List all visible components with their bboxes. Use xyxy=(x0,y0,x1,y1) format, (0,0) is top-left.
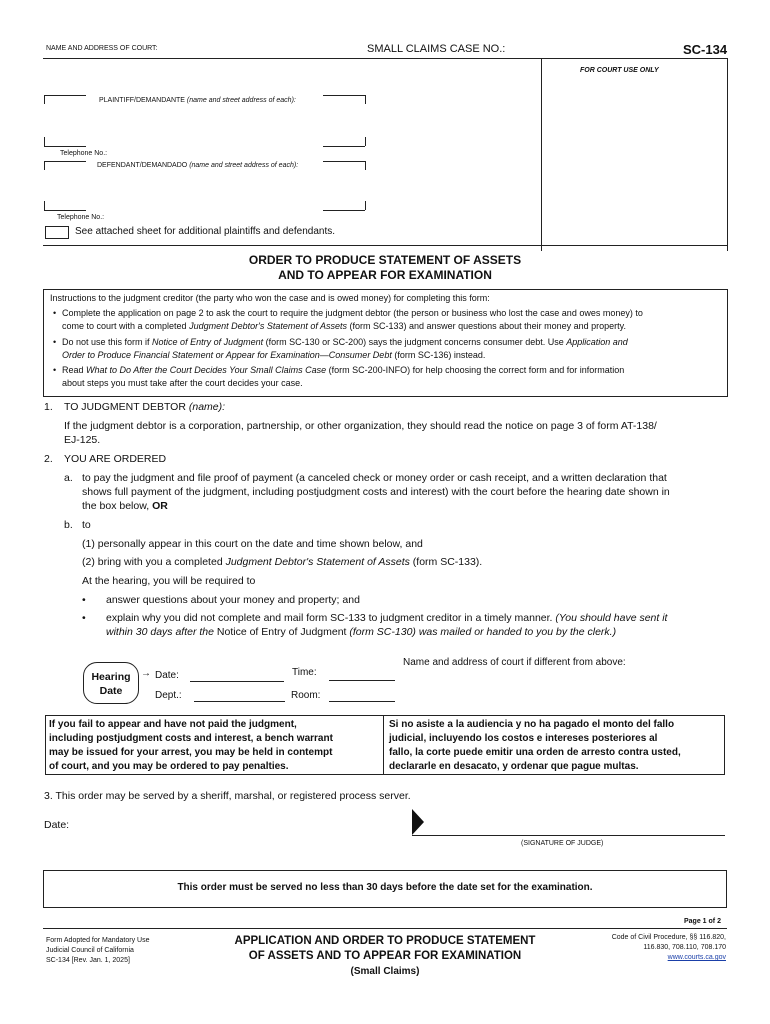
arrow-icon: → xyxy=(141,668,151,679)
option-a-letter: a. xyxy=(64,472,73,484)
hearing-date-field[interactable] xyxy=(190,667,284,681)
signature-date-field[interactable] xyxy=(80,815,340,831)
option-a-text: to pay the judgment and file proof of payment (a canceled check or money order or cash receipt, and a written declaration that shows full payment of the judgment, including postjudgment costs and interest) with the court before the hearing date shown in the box below, OR xyxy=(82,472,670,512)
plaintiff-bracket-right xyxy=(365,95,366,104)
defendant-bracket-br xyxy=(365,201,366,210)
attached-sheet-label: See attached sheet for additional plaintiffs and defendants. xyxy=(75,226,336,237)
instruction-bullet-1: • Complete the application on page 2 to ask the court to require the judgment debtor (the person or business who lost the case and owes money) to come to court with a completed Judgment Debtor's Statement of Assets (form SC-133) and answer questions about their money and property. xyxy=(53,308,643,331)
warning-spanish: Si no asiste a la audiencia y no ha pagado el monto del fallo judicial, incluyendo los costos e intereses posteriores al fallo, la corte puede emitir una orden de arresto contra usted, declararle en desacato, y ordenar que pague multas. xyxy=(389,719,681,772)
dept-line xyxy=(194,701,285,702)
plaintiff-name-field[interactable] xyxy=(46,106,364,144)
defendant-bracket-top-left xyxy=(44,161,86,162)
you-are-ordered-label: YOU ARE ORDERED xyxy=(64,453,167,465)
hearing-intro: At the hearing, you will be required to xyxy=(82,575,256,587)
judgment-debtor-name-field[interactable] xyxy=(240,400,720,414)
page-number: Page 1 of 2 xyxy=(684,918,721,925)
defendant-name-field[interactable] xyxy=(46,172,364,210)
section-3-text: 3. This order may be served by a sheriff, marshal, or registered process server. xyxy=(44,790,411,802)
court-name-label: NAME AND ADDRESS OF COURT: xyxy=(46,45,158,52)
instructions-heading: Instructions to the judgment creditor (the party who won the case and is owed money) for completing this form: xyxy=(50,293,490,303)
plaintiff-label: PLAINTIFF/DEMANDANTE (name and street address of each): xyxy=(99,97,296,104)
section-1-number: 1. xyxy=(44,401,53,413)
attached-sheet-checkbox[interactable] xyxy=(45,226,69,239)
date-line xyxy=(190,681,284,682)
court-use-label: FOR COURT USE ONLY xyxy=(580,67,659,74)
room-line xyxy=(329,701,395,702)
warning-english: If you fail to appear and have not paid the judgment, including postjudgment costs and interest, a bench warrant may be issued for your arrest, you may be held in contempt of court, and you may be ordered to pay penalties. xyxy=(49,719,333,772)
option-b1: (1) personally appear in this court on the date and time shown below, and xyxy=(82,538,423,550)
instruction-bullet-2: • Do not use this form if Notice of Entry of Judgment (form SC-130 or SC-200) says the judgment concerns consumer debt. Use Application and Order to Produce Financial Statement or Appear for Examination—Consumer Debt (form SC-136) instead. xyxy=(53,337,628,360)
plaintiff-bracket-bl xyxy=(44,137,45,146)
judge-signature-field[interactable] xyxy=(430,812,725,834)
signature-line xyxy=(412,835,725,836)
court-use-area[interactable] xyxy=(541,64,727,246)
plaintiff-bracket-bottom-left xyxy=(44,146,86,147)
case-number-label: SMALL CLAIMS CASE NO.: xyxy=(367,43,506,55)
footer-left: Form Adopted for Mandatory Use Judicial Council of California SC-134 [Rev. Jan. 1, 2025] xyxy=(46,937,150,964)
option-b2: (2) bring with you a completed Judgment Debtor's Statement of Assets (form SC-133). xyxy=(82,556,483,568)
hearing-bullet-1: • answer questions about your money and property; and xyxy=(82,594,360,606)
plaintiff-bracket-bottom-right xyxy=(323,146,365,147)
defendant-label: DEFENDANT/DEMANDADO (name and street address of each): xyxy=(97,162,299,169)
hearing-dept-field[interactable] xyxy=(194,687,285,701)
room-label: Room: xyxy=(291,690,321,701)
plaintiff-bracket-br xyxy=(365,137,366,146)
hearing-bullet-2: • explain why you did not complete and mail form SC-133 to judgment creditor in a timely manner. (You should have sent it within 30 days after the Notice of Entry of Judgment (form SC-130) was mailed or handed to you by the clerk.) xyxy=(82,612,668,638)
defendant-bracket-right xyxy=(365,161,366,170)
plaintiff-bracket-top-left xyxy=(44,95,86,96)
plaintiff-bracket-top-right xyxy=(323,95,365,96)
form-id: SC-134 xyxy=(683,42,728,57)
title-divider-top xyxy=(43,245,727,246)
option-b-letter: b. xyxy=(64,519,73,531)
defendant-bracket-bl xyxy=(44,201,45,210)
defendant-bracket-bottom-right xyxy=(323,210,365,211)
court-if-different-field[interactable] xyxy=(403,672,725,708)
hearing-time-field[interactable] xyxy=(329,666,395,680)
defendant-bracket-left xyxy=(44,161,45,170)
footer-divider xyxy=(43,928,727,929)
footer-right: Code of Civil Procedure, §§ 116.820, 116.830, 708.110, 708.170 www.courts.ca.gov xyxy=(560,933,726,963)
option-b-text: to xyxy=(82,519,91,531)
courts-website-link[interactable]: www.courts.ca.gov xyxy=(667,954,726,961)
court-use-box-right xyxy=(727,58,728,251)
date-signature-label: Date: xyxy=(44,819,70,831)
footer-title: APPLICATION AND ORDER TO PRODUCE STATEMENT OF ASSETS AND TO APPEAR FOR EXAMINATION (Small Claims) xyxy=(234,935,536,977)
header-divider xyxy=(43,58,727,59)
dept-label: Dept.: xyxy=(155,690,182,701)
defendant-bracket-top-right xyxy=(323,161,365,162)
date-label: Date: xyxy=(155,670,179,681)
time-line xyxy=(329,680,395,681)
court-if-different-label: Name and address of court if different from above: xyxy=(403,657,626,668)
time-label: Time: xyxy=(292,667,317,678)
warning-divider xyxy=(383,715,384,774)
service-notice: This order must be served no less than 30 days before the date set for the examination. xyxy=(177,882,593,893)
page-title: ORDER TO PRODUCE STATEMENT OF ASSETS AND TO APPEAR FOR EXAMINATION xyxy=(248,253,522,282)
defendant-telephone-label: Telephone No.: xyxy=(57,214,105,221)
section-2-number: 2. xyxy=(44,453,53,465)
plaintiff-bracket-left xyxy=(44,95,45,104)
hearing-room-field[interactable] xyxy=(329,687,395,701)
instruction-bullet-3: • Read What to Do After the Court Decides Your Small Claims Case (form SC-200-INFO) for help choosing the correct form and for information about steps you must take after the court decides your case. xyxy=(53,365,625,388)
hearing-date-badge: Hearing Date xyxy=(83,662,139,704)
defendant-bracket-bottom-left xyxy=(44,210,86,211)
signature-caption: (SIGNATURE OF JUDGE) xyxy=(521,840,604,847)
signature-arrow-icon xyxy=(412,809,424,835)
judgment-debtor-label: TO JUDGMENT DEBTOR (name): xyxy=(64,401,226,413)
organization-notice: If the judgment debtor is a corporation, partnership, or other organization, they should read the notice on page 3 of form AT-138/ EJ-125. xyxy=(64,420,657,446)
plaintiff-telephone-label: Telephone No.: xyxy=(60,150,108,157)
